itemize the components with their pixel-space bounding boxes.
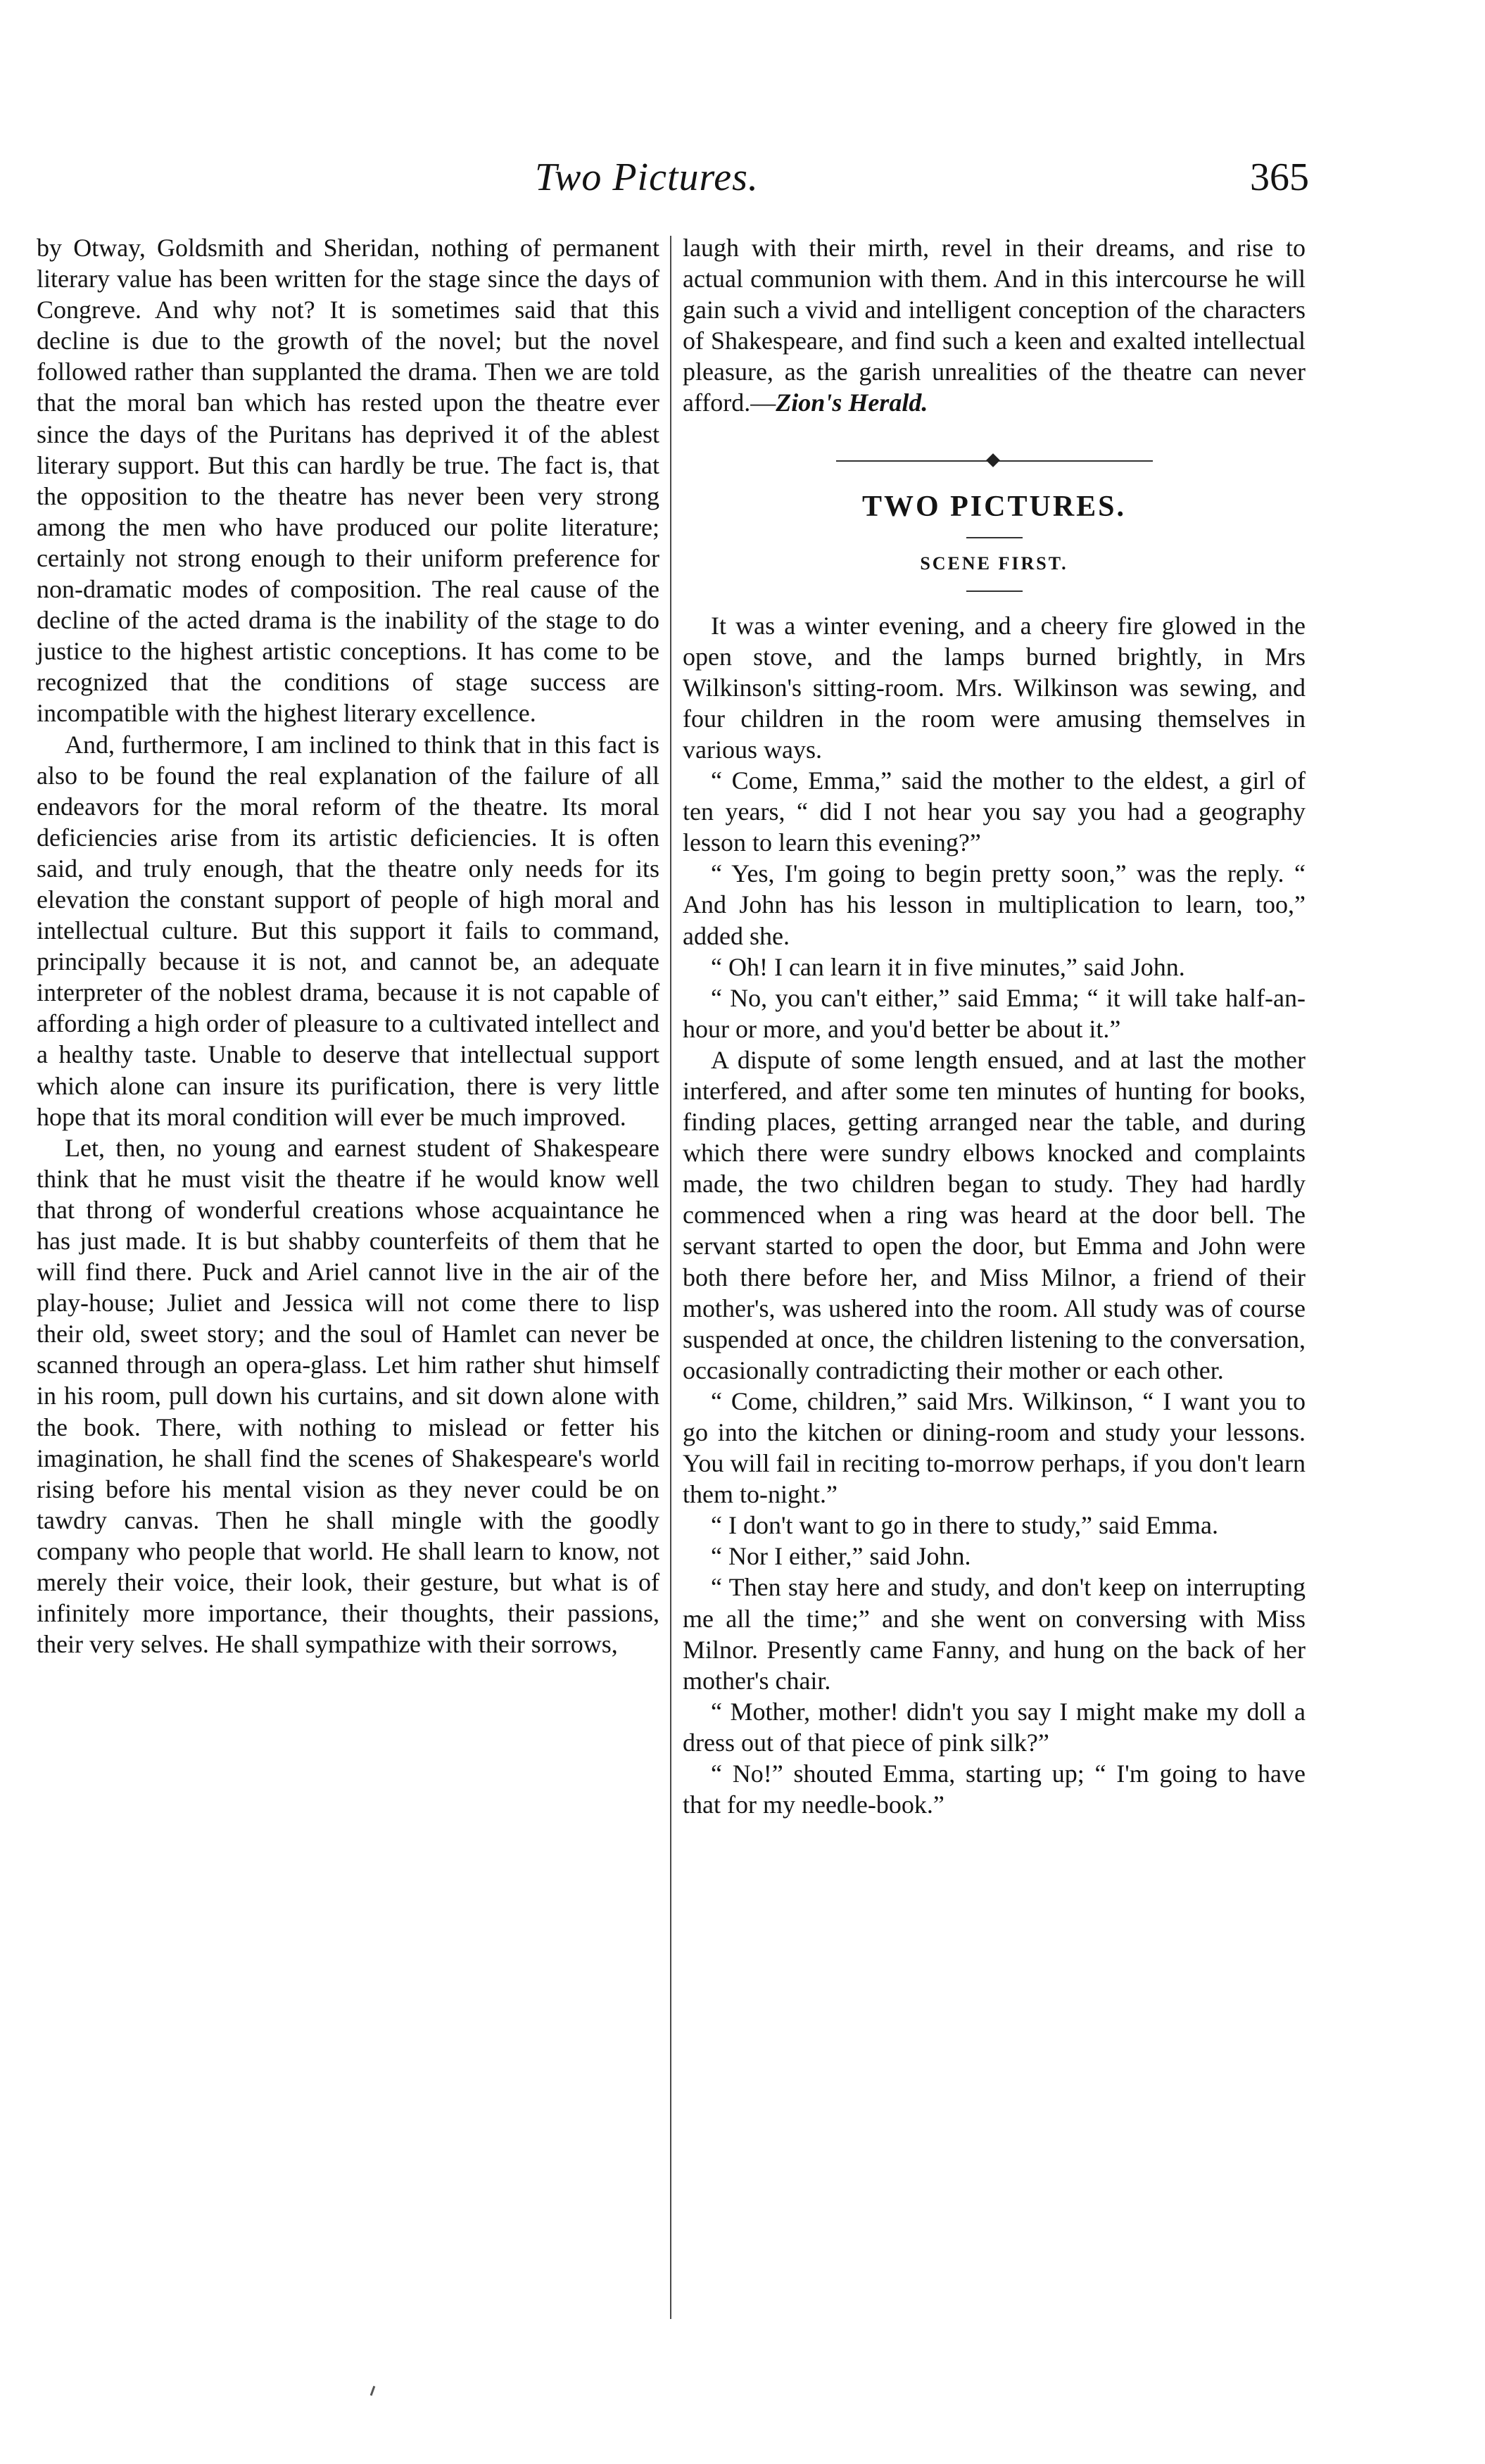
paragraph: “ Come, children,” said Mrs. Wilkinson, “ I want you to go into the kitchen or dining-room and study your lessons. You will fail in reciting to-morrow perhaps, if you don't learn them to-night.” (683, 1386, 1306, 1509)
subtitle-rule (966, 590, 1023, 592)
paragraph: “ Nor I either,” said John. (711, 1542, 971, 1571)
paragraph: “ I don't want to go in there to study,” said Emma. (711, 1511, 1219, 1540)
right-column (683, 232, 1306, 1820)
paragraph: It was a winter evening, and a cheery fire glowed in the open stove, and the lamps burned brightly, in Mrs Wilkinson's sitting-room. Mrs. Wilkinson was sewing, and four children in the room were amusing themselves in various ways. (683, 611, 1306, 764)
continued-paragraph (683, 232, 1306, 419)
paragraph: Let, then, no young and earnest student of Shakespeare think that he must visit the theatre if he would know well that throng of wonderful creations whose acquaintance he has just made. It is but shabby counterfeits of them that he will find there. Puck and Ariel cannot live in the air of the play-house; Juliet and Jessica will not come there to lisp their old, sweet story; and the soul of Hamlet can never be scanned through an opera-glass. Let him rather shut himself in his room, pull down his curtains, and sit down alone with the book. There, with nothing to mislead or fetter his imagination, he shall find the scenes of Shakespeare's world rising before his mental vision as they never could be on tawdry canvas. Then he shall mingle with the goodly company who people that world. He shall learn to know, not merely their voice, their look, their gesture, but what is of infinitely more importance, their thoughts, their passions, their very selves. He shall sympathize with their sorrows, (37, 1133, 659, 1659)
paragraph: “ No, you can't either,” said Emma; “ it will take half-an-hour or more, and you'd better be about it.” (683, 983, 1306, 1043)
paragraph: A dispute of some length ensued, and at last the mother interfered, and after some ten minutes of hunting for books, finding places, getting arranged near the table, and during which there were sundry elbows knocked and complaints made, the two children began to study. They had hardly commenced when a ring was heard at the door bell. The servant started to open the door, but Emma and John were both there before her, and Miss Milnor, a friend of their mother's, was ushered into the room. All study was of course suspended at once, the children listening to the conversation, occasionally contradicting their mother or each other. (683, 1045, 1306, 1384)
paragraph: “ Then stay here and study, and don't keep on interrupting me all the time;” and she went on conversing with Miss Milnor. Presently came Fanny, and hung on the back of her mother's chair. (683, 1573, 1306, 1695)
paragraph: by Otway, Goldsmith and Sheridan, nothing of permanent literary value has been written for the stage since the days of Congreve. And why not? It is sometimes said that this decline is due to the growth of the novel; but the novel followed rather than supplanted the drama. Then we are told that the moral ban which has rested upon the theatre ever since the days of the Puritans has deprived it of the ablest literary support. But this can hardly be true. The fact is, that the opposition to the theatre has never been very strong among the men who have produced our polite literature; certainly not strong enough to their uniform preference for non-dramatic modes of composition. The real cause of the decline of the acted drama is the inability of the stage to do justice to the highest artistic conceptions. It has come to be recognized that the conditions of stage success are incompatible with the highest literary excellence. (37, 234, 659, 728)
print-speck (370, 2386, 376, 2396)
section-title: TWO PICTURES. (861, 490, 1127, 523)
paragraph: And, furthermore, I am inclined to think that in this fact is also to be found the real explanation of the failure of all endeavors for the moral reform of the theatre. Its moral deficiencies arise from its artistic deficiencies. It is often said, and truly enough, that the theatre only needs for its elevation the constant support of people of high moral and intellectual culture. But this support it fails to command, principally because it is not, and cannot be, an adequate interpreter of the noblest drama, because it is not capable of affording a high order of pleasure to a cultivated intellect and a healthy taste. Unable to deserve that intellectual support which alone can insure its purification, there is very little hope that its moral condition will ever be much improved. (37, 730, 659, 1131)
source-signoff: Zion's Herald. (776, 388, 928, 417)
paragraph: “ Oh! I can learn it in five minutes,” said John. (711, 952, 1185, 981)
section-subtitle: SCENE FIRST. (920, 552, 1068, 574)
ornament-diamond-icon (986, 453, 1000, 467)
section-ornament (836, 454, 1153, 468)
paragraph: “ Come, Emma,” said the mother to the eldest, a girl of ten years, “ did I not hear you say you had a geography lesson to learn this evening?” (683, 766, 1306, 857)
paragraph: “ Yes, I'm going to begin pretty soon,” was the reply. “ And John has his lesson in multiplication to learn, too,” added she. (683, 859, 1306, 950)
left-column (37, 232, 659, 1660)
column-divider (670, 236, 671, 2319)
title-rule (966, 537, 1023, 538)
running-title: Two Pictures. (535, 156, 759, 199)
page-number: 365 (1250, 156, 1309, 199)
running-head (0, 155, 1485, 218)
paragraph: “ No!” shouted Emma, starting up; “ I'm going to have that for my needle-book.” (683, 1759, 1306, 1819)
paragraph: “ Mother, mother! didn't you say I might make my doll a dress out of that piece of pink silk?” (683, 1697, 1306, 1757)
paragraph-text: laugh with their mirth, revel in their dreams, and rise to actual communion with them. And in this intercourse he will gain such a vivid and intelligent conception of the characters of Shakespeare, and find such a keen and exalted intellectual pleasure, as the garish unrealities of the theatre can never afford.— (683, 234, 1306, 417)
